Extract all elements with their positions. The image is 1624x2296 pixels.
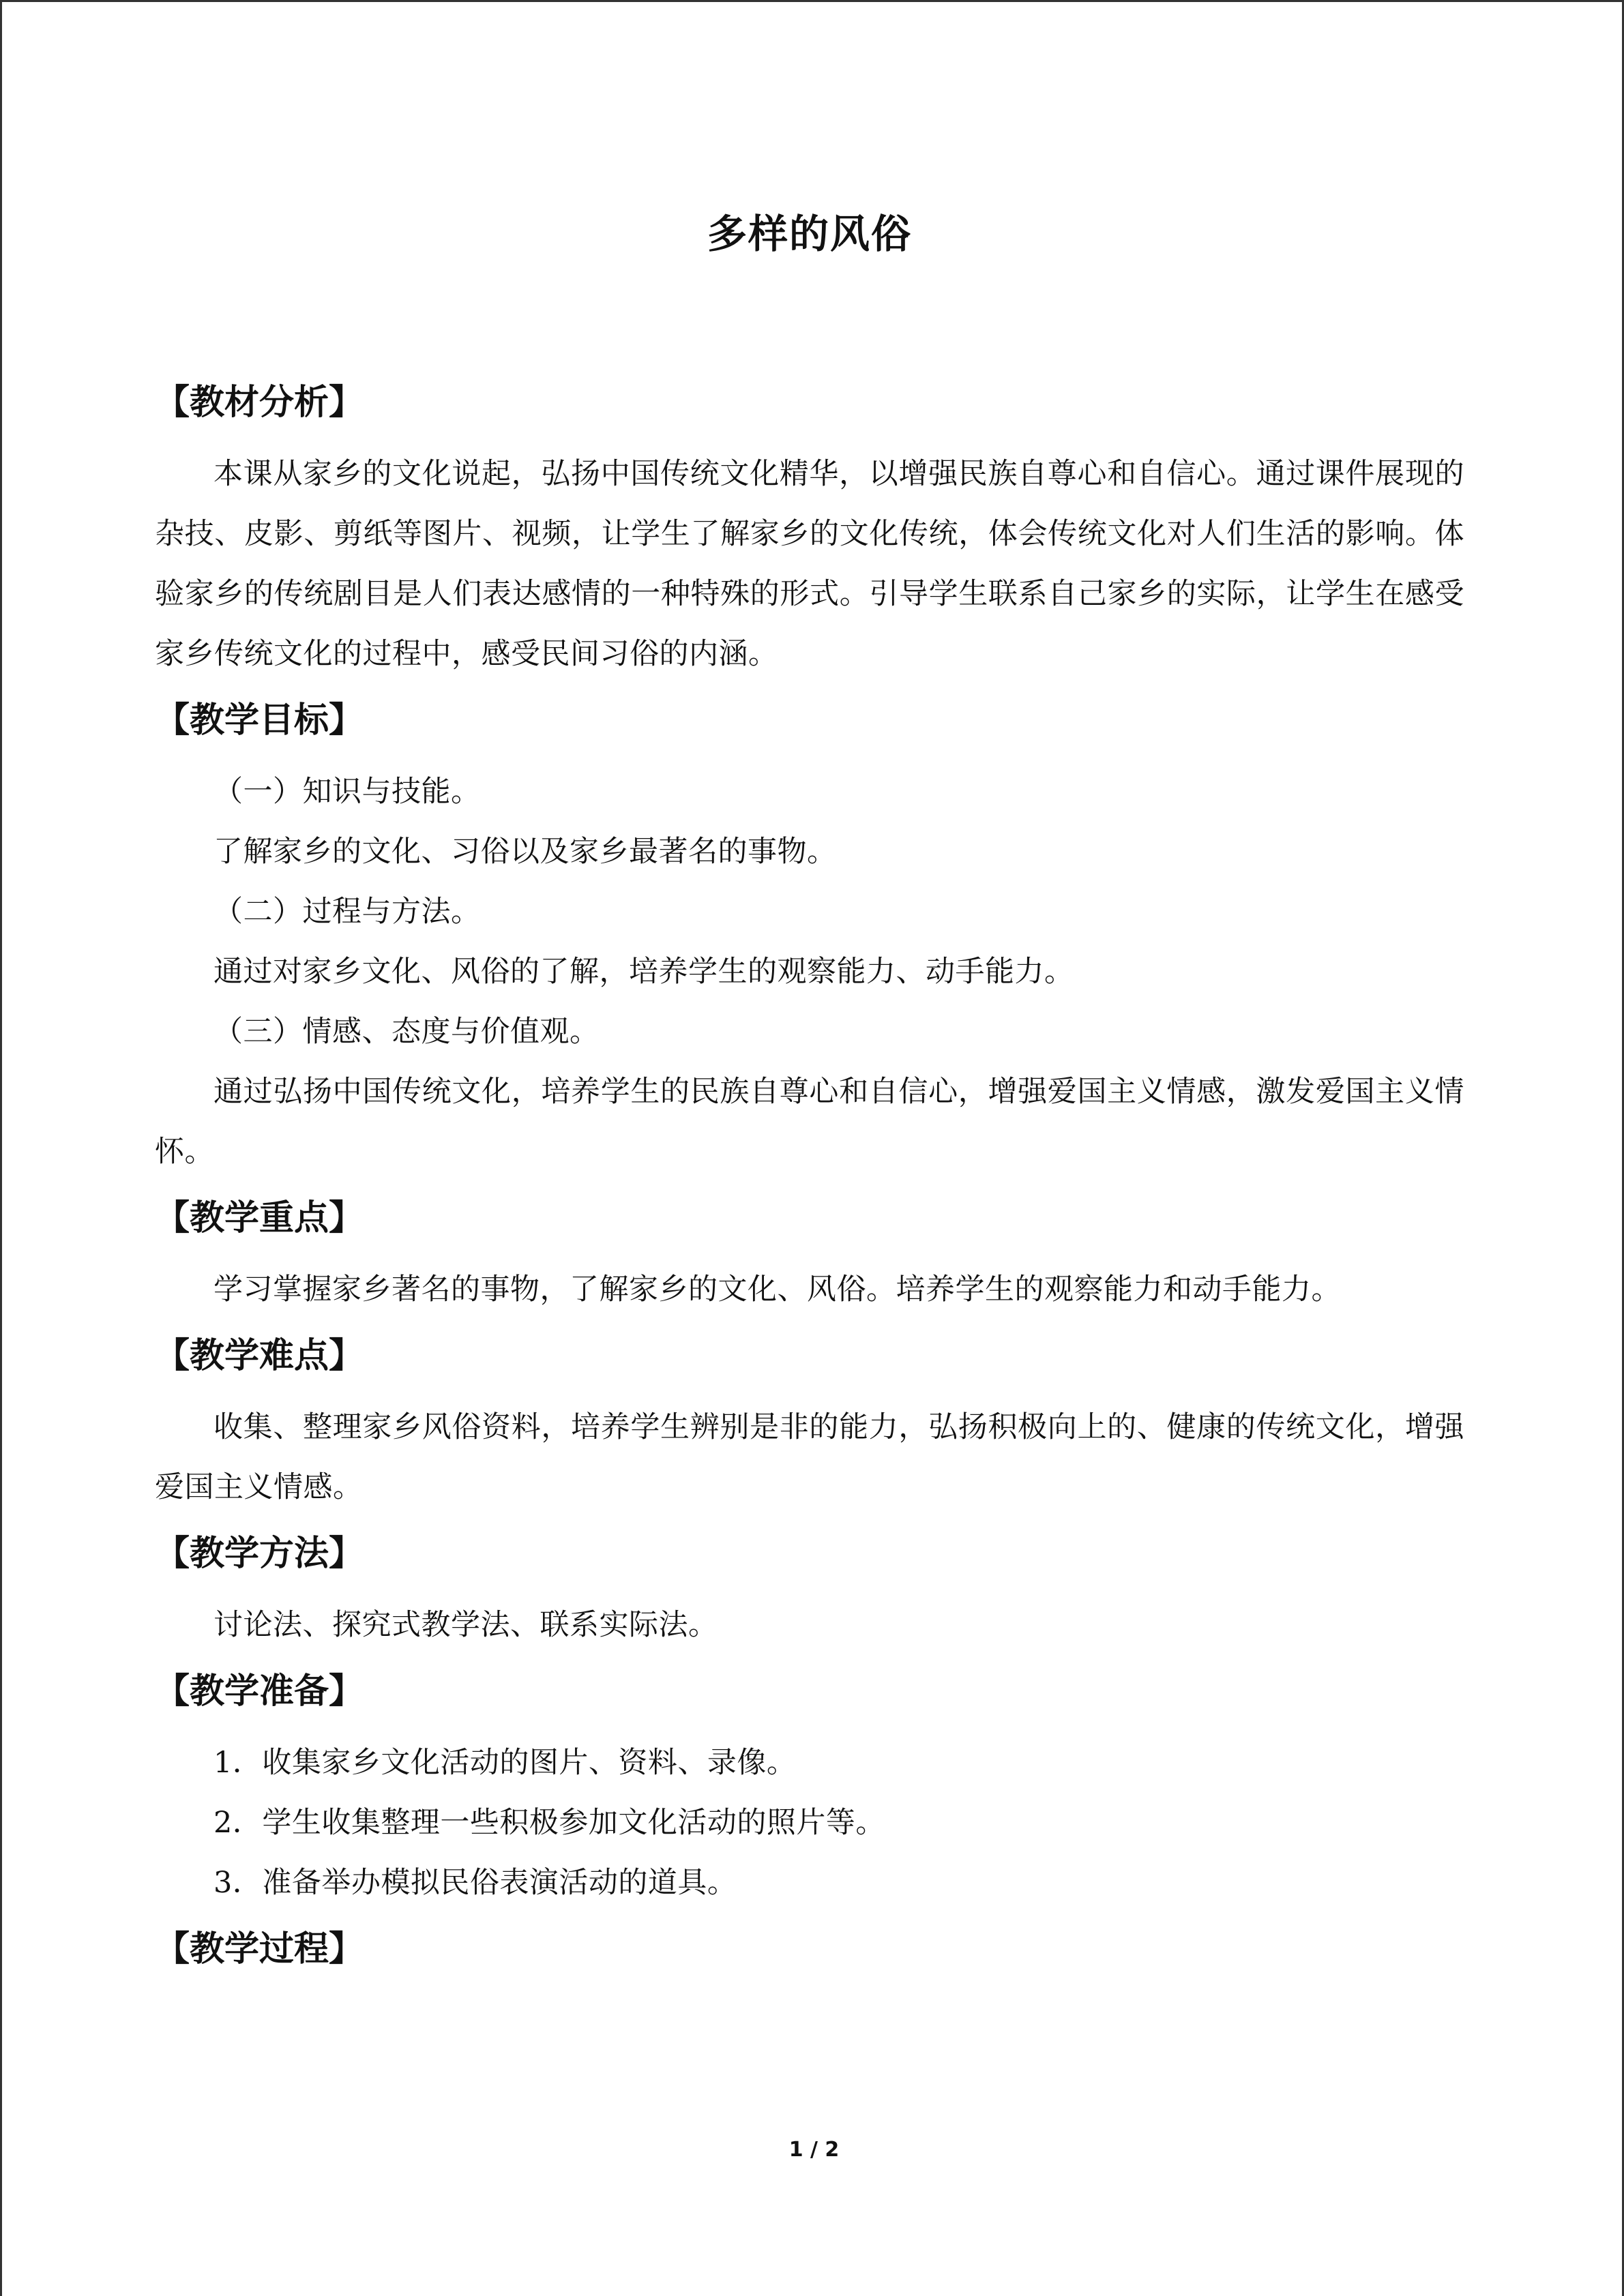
section-heading-methods: 【教学方法】 [155, 1534, 364, 1574]
section-process [155, 1928, 1464, 1971]
section-analysis [155, 381, 1464, 684]
goal-text-process: 通过对家乡文化、风俗的了解，培养学生的观察能力、动手能力。 [213, 955, 1074, 989]
page-number: 1 / 2 [788, 2138, 840, 2162]
section-heading-goals: 【教学目标】 [155, 700, 364, 741]
document-title: 多样的风俗 [707, 211, 912, 257]
section-heading-analysis: 【教材分析】 [155, 383, 364, 423]
difficulties-paragraph: 收集、整理家乡风俗资料，培养学生辨别是非的能力，弘扬积极向上的、健康的传统文化，增强爱国主义情感。 [155, 1410, 1464, 1504]
preparation-item-1: 1．收集家乡文化活动的图片、资料、录像。 [213, 1746, 797, 1780]
goal-subheading-knowledge: （一）知识与技能。 [213, 775, 481, 809]
section-key-points [155, 1197, 1464, 1320]
document-body [155, 207, 1464, 1991]
goal-subheading-attitude: （三）情感、态度与价值观。 [213, 1015, 600, 1049]
section-difficulties [155, 1335, 1464, 1517]
section-goals [155, 699, 1464, 1182]
section-heading-difficulties: 【教学难点】 [155, 1336, 364, 1376]
methods-paragraph: 讨论法、探究式教学法、联系实际法。 [213, 1608, 718, 1642]
section-heading-process: 【教学过程】 [155, 1929, 364, 1969]
analysis-paragraph: 本课从家乡的文化说起，弘扬中国传统文化精华，以增强民族自尊心和自信心。通过课件展现的杂技、皮影、剪纸等图片、视频，让学生了解家乡的文化传统，体会传统文化对人们生活的影响。体验家乡的传统剧目是人们表达感情的一种特殊的形式。引导学生联系自己家乡的实际，让学生在感受家乡传统文化的过程中，感受民间习俗的内涵。 [155, 457, 1464, 671]
preparation-item-2: 2．学生收集整理一些积极参加文化活动的照片等。 [213, 1806, 885, 1840]
section-preparation [155, 1670, 1464, 1913]
goal-text-attitude: 通过弘扬中国传统文化，培养学生的民族自尊心和自信心，增强爱国主义情感，激发爱国主义情怀。 [155, 1075, 1464, 1169]
preparation-item-3: 3．准备举办模拟民俗表演活动的道具。 [213, 1866, 737, 1900]
section-methods [155, 1532, 1464, 1655]
section-heading-preparation: 【教学准备】 [155, 1671, 364, 1712]
goal-subheading-process: （二）过程与方法。 [213, 895, 481, 929]
goal-text-knowledge: 了解家乡的文化、习俗以及家乡最著名的事物。 [213, 835, 837, 869]
section-heading-key-points: 【教学重点】 [155, 1198, 364, 1238]
key-points-paragraph: 学习掌握家乡著名的事物，了解家乡的文化、风俗。培养学生的观察能力和动手能力。 [213, 1272, 1341, 1307]
